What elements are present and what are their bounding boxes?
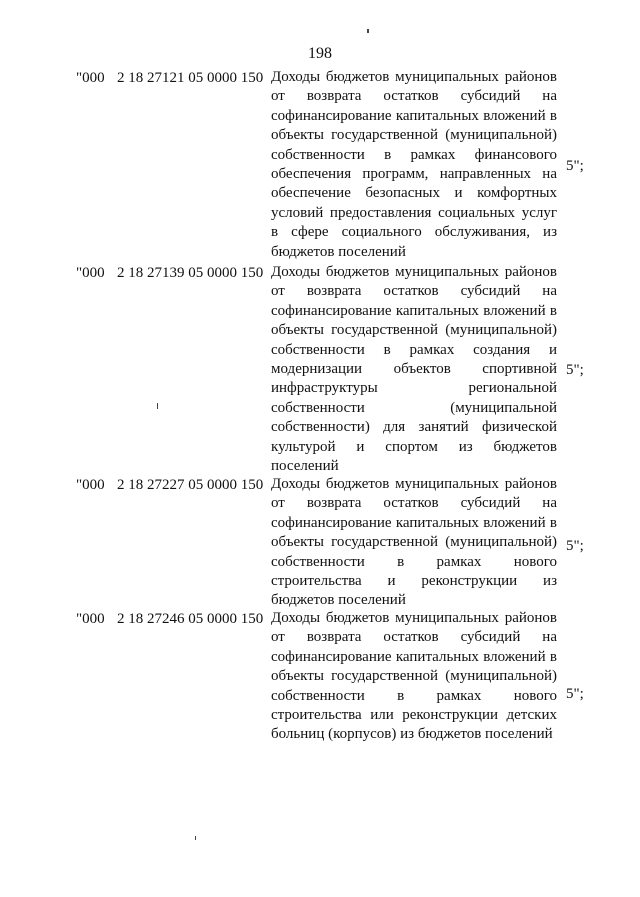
row-prefix: "000 — [76, 265, 105, 281]
budget-code: 2 18 27246 05 0000 150 — [117, 611, 264, 627]
row-value: 5"; — [566, 362, 584, 378]
scan-speck — [195, 836, 196, 840]
table-row — [0, 609, 640, 769]
income-description: Доходы бюджетов муниципальных районов от возврата остатков субсидий на софинансирование капитальных вложений в объекты государственной (муниципальной) собственности в рамках финансового обеспечения программ, направленных на обеспечение безопасных и комфортных условий предоставления социальных услуг в сфере социального обслуживания, из бюджетов поселений — [271, 69, 557, 260]
budget-code: 2 18 27121 05 0000 150 — [117, 70, 264, 86]
budget-code: 2 18 27139 05 0000 150 — [117, 265, 264, 281]
table-row — [0, 263, 640, 477]
table-row — [0, 475, 640, 611]
income-description: Доходы бюджетов муниципальных районов от возврата остатков субсидий на софинансирование капитальных вложений в объекты государственной (муниципальной) собственности в рамках нового строительства или реконструкции детских больниц (корпусов) из бюджетов поселений — [271, 610, 557, 743]
budget-code: 2 18 27227 05 0000 150 — [117, 477, 264, 493]
table-row — [0, 68, 640, 260]
income-description: Доходы бюджетов муниципальных районов от возврата остатков субсидий на софинансирование капитальных вложений в объекты государственной (муниципальной) собственности в рамках нового строительства и реконструкции из бюджетов поселений — [271, 476, 557, 609]
page-number: 198 — [308, 45, 332, 62]
row-prefix: "000 — [76, 611, 105, 627]
row-value: 5"; — [566, 686, 584, 702]
income-description: Доходы бюджетов муниципальных районов от возврата остатков субсидий на софинансирование капитальных вложений в объекты государственной (муниципальной) собственности в рамках создания и модернизации объектов спортивной инфраструктуры региональной собственности (муниципальной собственности) для занятий физической культурой и спортом из бюджетов поселений — [271, 264, 557, 475]
scan-speck — [157, 403, 158, 409]
scan-speck — [367, 29, 369, 33]
row-value: 5"; — [566, 538, 584, 554]
row-prefix: "000 — [76, 70, 105, 86]
row-prefix: "000 — [76, 477, 105, 493]
row-value: 5"; — [566, 158, 584, 174]
